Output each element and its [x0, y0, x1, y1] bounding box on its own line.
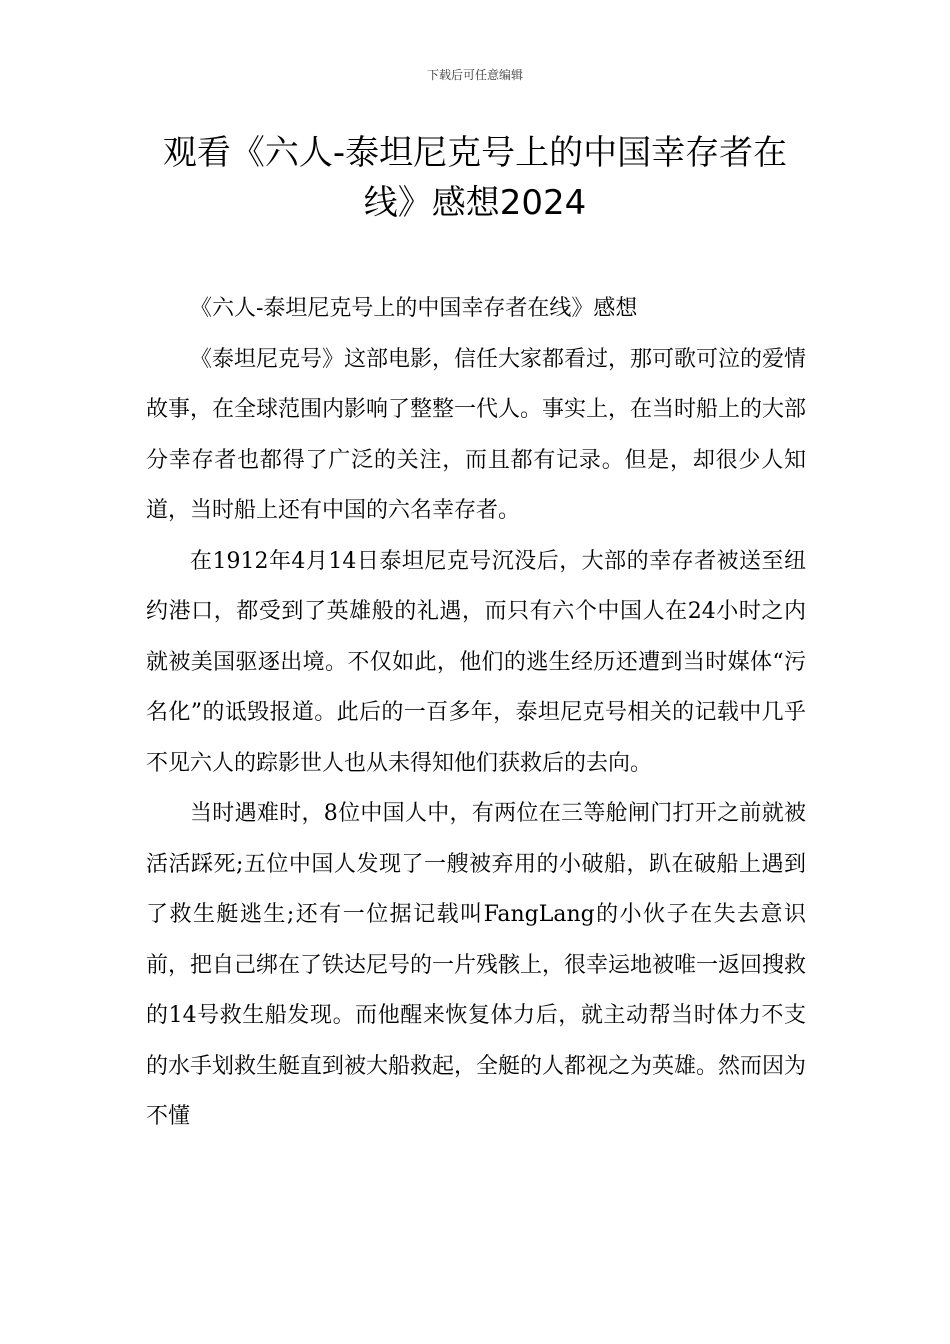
paragraph-subtitle: 《六人-泰坦尼克号上的中国幸存者在线》感想: [190, 296, 638, 321]
page-header-note: 下载后可任意编辑: [426, 68, 523, 82]
paragraph: 《泰坦尼克号》这部电影，信任大家都看过，那可歌可泣的爱情故事，在全球范围内影响了整整一代人。事实上，在当时船上的大部分幸存者也都得了广泛的关注，而且都有记录。但是，却很少人知道，当时船上还有中国的六名幸存者。: [146, 346, 807, 523]
document-title: 观看《六人-泰坦尼克号上的中国幸存者在线》感想2024: [162, 133, 788, 223]
document-body: [146, 284, 806, 1143]
paragraph: 在1912年4月14日泰坦尼克号沉没后，大部的幸存者被送至纽约港口，都受到了英雄般的礼遇，而只有六个中国人在24小时之内就被美国驱逐出境。不仅如此，他们的逃生经历还遭到当时媒体“污名化”的诋毁报道。此后的一百多年，泰坦尼克号相关的记载中几乎不见六人的踪影世人也从未得知他们获救后的去向。: [146, 548, 806, 776]
paragraph: 当时遇难时，8位中国人中，有两位在三等舱闸门打开之前就被活活踩死;五位中国人发现了一艘被弃用的小破船，趴在破船上遇到了救生艇逃生;还有一位据记载叫FangLang的小伙子在失去意识前，把自己绑在了铁达尼号的一片残骸上，很幸运地被唯一返回搜救的14号救生船发现。而他醒来恢复体力后，就主动帮当时体力不支的水手划救生艇直到被大船救起，全艇的人都视之为英雄。然而因为不懂: [146, 801, 807, 1129]
